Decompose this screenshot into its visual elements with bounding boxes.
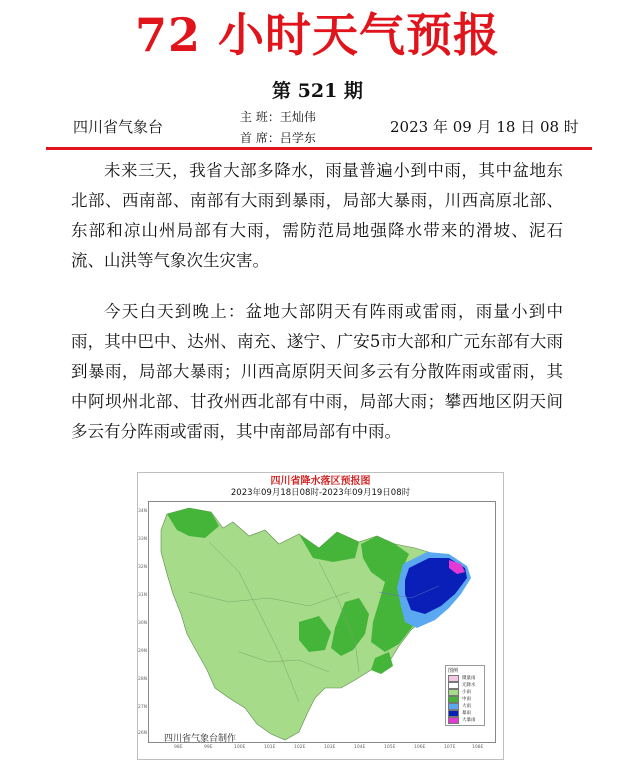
map-title: 四川省降水落区预报图 xyxy=(270,476,371,487)
y-tick-label: 31N xyxy=(138,593,148,598)
legend-item xyxy=(448,703,482,710)
issue-number: 第 521 期 xyxy=(272,80,363,102)
legend-item xyxy=(448,717,482,724)
x-tick-label: 105E xyxy=(384,745,396,750)
legend-label: 大暴雨 xyxy=(462,718,476,723)
header-divider xyxy=(46,147,592,150)
x-tick-label: 100E xyxy=(234,745,246,750)
map-frame xyxy=(148,501,496,743)
legend-swatch xyxy=(448,717,459,724)
x-tick-label: 101E xyxy=(264,745,276,750)
x-tick-label: 107E xyxy=(444,745,456,750)
legend-label: 小雨 xyxy=(462,690,471,695)
y-tick-label: 32N xyxy=(138,565,148,570)
duty-forecaster: 主 班：王灿伟 xyxy=(240,110,316,124)
y-tick-label: 30N xyxy=(138,621,148,626)
legend-item xyxy=(448,710,482,717)
y-tick-label: 26N xyxy=(138,731,148,736)
legend-swatch xyxy=(448,703,459,710)
y-tick-label: 33N xyxy=(138,537,148,542)
sichuan-map-graphic xyxy=(149,502,495,742)
legend-label: 暴雨 xyxy=(462,711,471,716)
x-tick-label: 102E xyxy=(294,745,306,750)
legend-title: 图例 xyxy=(448,668,459,674)
legend-label: 无降水 xyxy=(462,683,476,688)
x-tick-label: 103E xyxy=(324,745,336,750)
y-tick-label: 28N xyxy=(138,677,148,682)
legend-label: 大雨 xyxy=(462,704,471,709)
staff-block xyxy=(240,107,316,149)
legend-swatch xyxy=(448,696,459,703)
y-tick-label: 34N xyxy=(138,509,148,514)
legend-item xyxy=(448,689,482,696)
x-tick-label: 108E xyxy=(472,745,484,750)
x-tick-label: 106E xyxy=(414,745,426,750)
legend-swatch xyxy=(448,682,459,689)
x-tick-label: 99E xyxy=(204,745,213,750)
forecast-title: 72 小时天气预报 xyxy=(134,8,501,62)
issue-date: 2023 年 09 月 18 日 08 时 xyxy=(390,118,579,136)
precipitation-map xyxy=(137,472,504,760)
y-tick-label: 27N xyxy=(138,705,148,710)
legend-label: 中雨 xyxy=(462,697,471,702)
outlook-paragraph: 未来三天，我省大部多降水，雨量普遍小到中雨，其中盆地东北部、西南部、南部有大雨到暴雨，局部大暴雨，川西高原北部、东部和凉山州局部有大雨，需防范局地强降水带来的滑坡、泥石流、山洪等气象次生灾害。 xyxy=(71,161,563,270)
x-tick-label: 98E xyxy=(174,745,183,750)
today-paragraph: 今天白天到晚上：盆地大部阴天有阵雨或雷雨，雨量小到中雨，其中巴中、达州、南充、遂宁、广安5市大部和广元东部有大雨到暴雨，局部大暴雨；川西高原阴天间多云有分散阵雨或雷雨，其中阿坝州北部、甘孜州西北部有中雨，局部大雨；攀西地区阴天间多云有分阵雨或雷雨，其中南部局部有中雨。 xyxy=(71,302,563,441)
y-tick-label: 29N xyxy=(138,649,148,654)
issuing-organization: 四川省气象台 xyxy=(73,118,164,136)
legend-item xyxy=(448,696,482,703)
map-credit: 四川省气象台制作 xyxy=(164,734,237,744)
map-subtitle: 2023年09月18日08时-2023年09月19日08时 xyxy=(230,488,411,498)
legend-item xyxy=(448,682,482,689)
legend-swatch xyxy=(448,710,459,717)
legend-swatch xyxy=(448,689,459,696)
legend-label: 微量雨 xyxy=(462,676,476,681)
map-legend xyxy=(445,665,485,726)
legend-item xyxy=(448,675,482,682)
x-tick-label: 104E xyxy=(354,745,366,750)
chief-forecaster: 首 席：吕学东 xyxy=(240,131,316,145)
legend-swatch xyxy=(448,675,459,682)
